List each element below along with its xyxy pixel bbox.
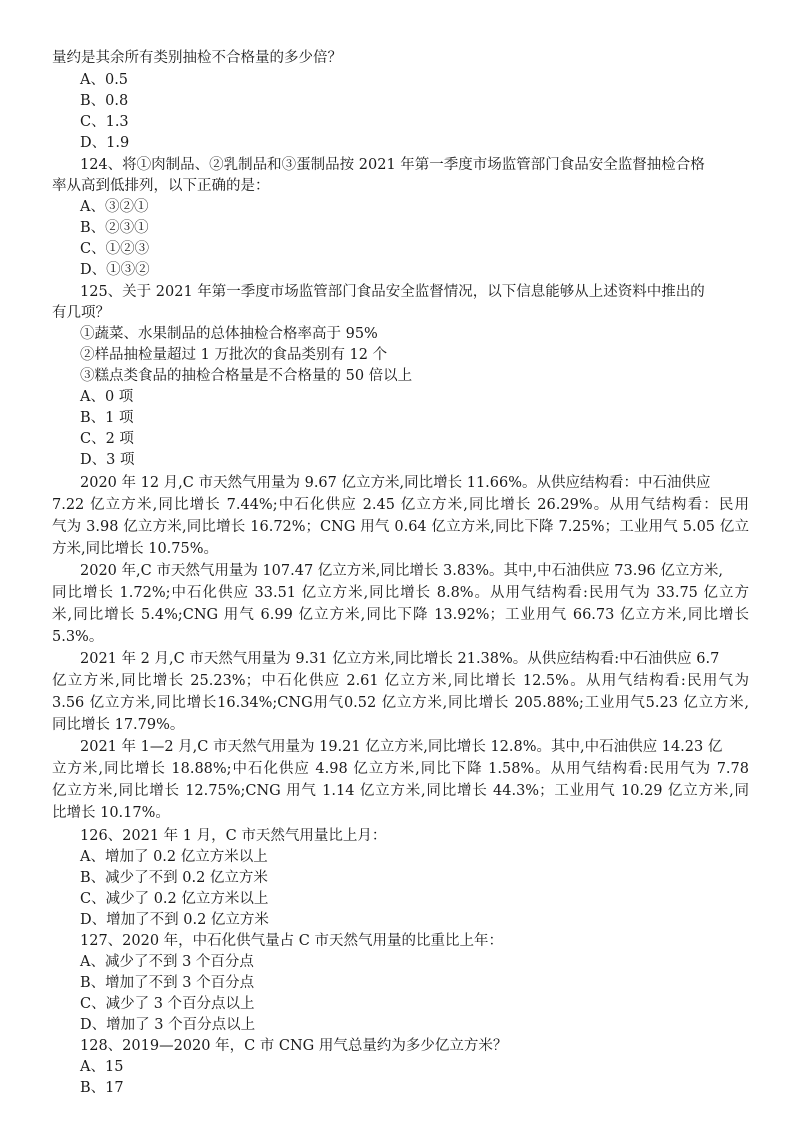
statement-1: ①蔬菜、水果制品的总体抽检合格率高于 95%	[80, 326, 378, 342]
option-b: B、减少了不到 0.2 亿立方米	[80, 870, 268, 886]
option-d: D、3 项	[80, 452, 135, 468]
option-d: D、1.9	[80, 135, 130, 151]
material-paragraph-1: 2020 年 12 月,C 市天然气用量为 9.67 亿立方米,同比增长 11.66%。从供应结构看：中石油供应	[80, 475, 711, 491]
option-b: B、②③①	[80, 220, 149, 236]
material-paragraph-4: 比增长 10.17%。	[52, 805, 170, 821]
material-paragraph-4: 2021 年 1—2 月,C 市天然气用量为 19.21 亿立方米,同比增长 12.8%。其中,中石油供应 14.23 亿	[80, 739, 723, 755]
statement-3: ③糕点类食品的抽检合格量是不合格量的 50 倍以上	[80, 368, 413, 384]
option-a: A、15	[80, 1059, 124, 1075]
option-b: B、1 项	[80, 410, 134, 426]
question-126-stem: 126、2021 年 1 月，C 市天然气用量比上月：	[80, 828, 387, 844]
option-d: D、①③②	[80, 262, 150, 278]
option-b: B、0.8	[80, 93, 129, 109]
option-a: A、③②①	[80, 199, 149, 215]
material-paragraph-3: 3.56 亿立方米,同比增长16.34%;CNG用气0.52 亿立方米,同比增长 205.88%;工业用气5.23 亿立方米,	[52, 695, 749, 711]
material-paragraph-1: 气为 3.98 亿立方米,同比增长 16.72%；CNG 用气 0.64 亿立方米,同比下降 7.25%；工业用气 5.05 亿立	[52, 519, 749, 535]
material-paragraph-1: 7.22 亿立方米,同比增长 7.44%;中石化供应 2.45 亿立方米,同比增长 26.29%。从用气结构看：民用	[52, 497, 749, 513]
material-paragraph-1: 方米,同比增长 10.75%。	[52, 541, 219, 557]
material-paragraph-2: 同比增长 1.72%;中石化供应 33.51 亿立方米,同比增长 8.8%。从用气结构看:民用气为 33.75 亿立方	[52, 585, 749, 601]
option-c: C、1.3	[80, 114, 129, 130]
question-124-stem: 124、将①肉制品、②乳制品和③蛋制品按 2021 年第一季度市场监管部门食品安全监督抽检合格	[80, 157, 705, 173]
statement-2: ②样品抽检量超过 1 万批次的食品类别有 12 个	[80, 347, 388, 363]
option-b: B、增加了不到 3 个百分点	[80, 975, 255, 991]
material-paragraph-3: 亿立方米,同比增长 25.23%；中石化供应 2.61 亿立方米,同比增长 12.5%。从用气结构看:民用气为	[52, 673, 749, 689]
option-a: A、0 项	[80, 389, 134, 405]
question-125-stem: 125、关于 2021 年第一季度市场监管部门食品安全监督情况，以下信息能够从上述资料中推出的	[80, 284, 705, 300]
material-paragraph-4: 立方米,同比增长 18.88%;中石化供应 4.98 亿立方米,同比下降 1.58%。从用气结构看:民用气为 7.78	[52, 761, 749, 777]
material-paragraph-4: 亿立方米,同比增长 12.75%;CNG 用气 1.14 亿立方米,同比增长 44.3%；工业用气 10.29 亿立方米,同	[52, 783, 749, 799]
option-c: C、①②③	[80, 241, 150, 257]
question-124-stem-cont: 率从高到低排列，以下正确的是：	[52, 178, 270, 194]
option-a: A、增加了 0.2 亿立方米以上	[80, 849, 268, 865]
option-d: D、增加了 3 个百分点以上	[80, 1017, 256, 1033]
material-paragraph-2: 米,同比增长 5.4%;CNG 用气 6.99 亿立方米,同比下降 13.92%；工业用气 66.73 亿立方米,同比增长	[52, 607, 749, 623]
option-a: A、0.5	[80, 72, 129, 88]
question-127-stem: 127、2020 年，中石化供气量占 C 市天然气用量的比重比上年：	[80, 933, 503, 949]
material-paragraph-3: 2021 年 2 月,C 市天然气用量为 9.31 亿立方米,同比增长 21.38%。从供应结构看:中石油供应 6.7	[80, 651, 720, 667]
option-c: C、2 项	[80, 431, 134, 447]
option-b: B、17	[80, 1080, 124, 1096]
material-paragraph-2: 5.3%。	[52, 629, 104, 645]
material-paragraph-3: 同比增长 17.79%。	[52, 717, 185, 733]
question-125-stem-cont: 有几项？	[52, 305, 110, 321]
question-128-stem: 128、2019—2020 年，C 市 CNG 用气总量约为多少亿立方米？	[80, 1038, 508, 1054]
question-123-stem-end: 量约是其余所有类别抽检不合格量的多少倍？	[52, 50, 342, 66]
option-d: D、增加了不到 0.2 亿立方米	[80, 912, 269, 928]
option-c: C、减少了 3 个百分点以上	[80, 996, 255, 1012]
option-a: A、减少了不到 3 个百分点	[80, 954, 254, 970]
material-paragraph-2: 2020 年,C 市天然气用量为 107.47 亿立方米,同比增长 3.83%。其中,中石油供应 73.96 亿立方米,	[80, 563, 724, 579]
option-c: C、减少了 0.2 亿立方米以上	[80, 891, 269, 907]
